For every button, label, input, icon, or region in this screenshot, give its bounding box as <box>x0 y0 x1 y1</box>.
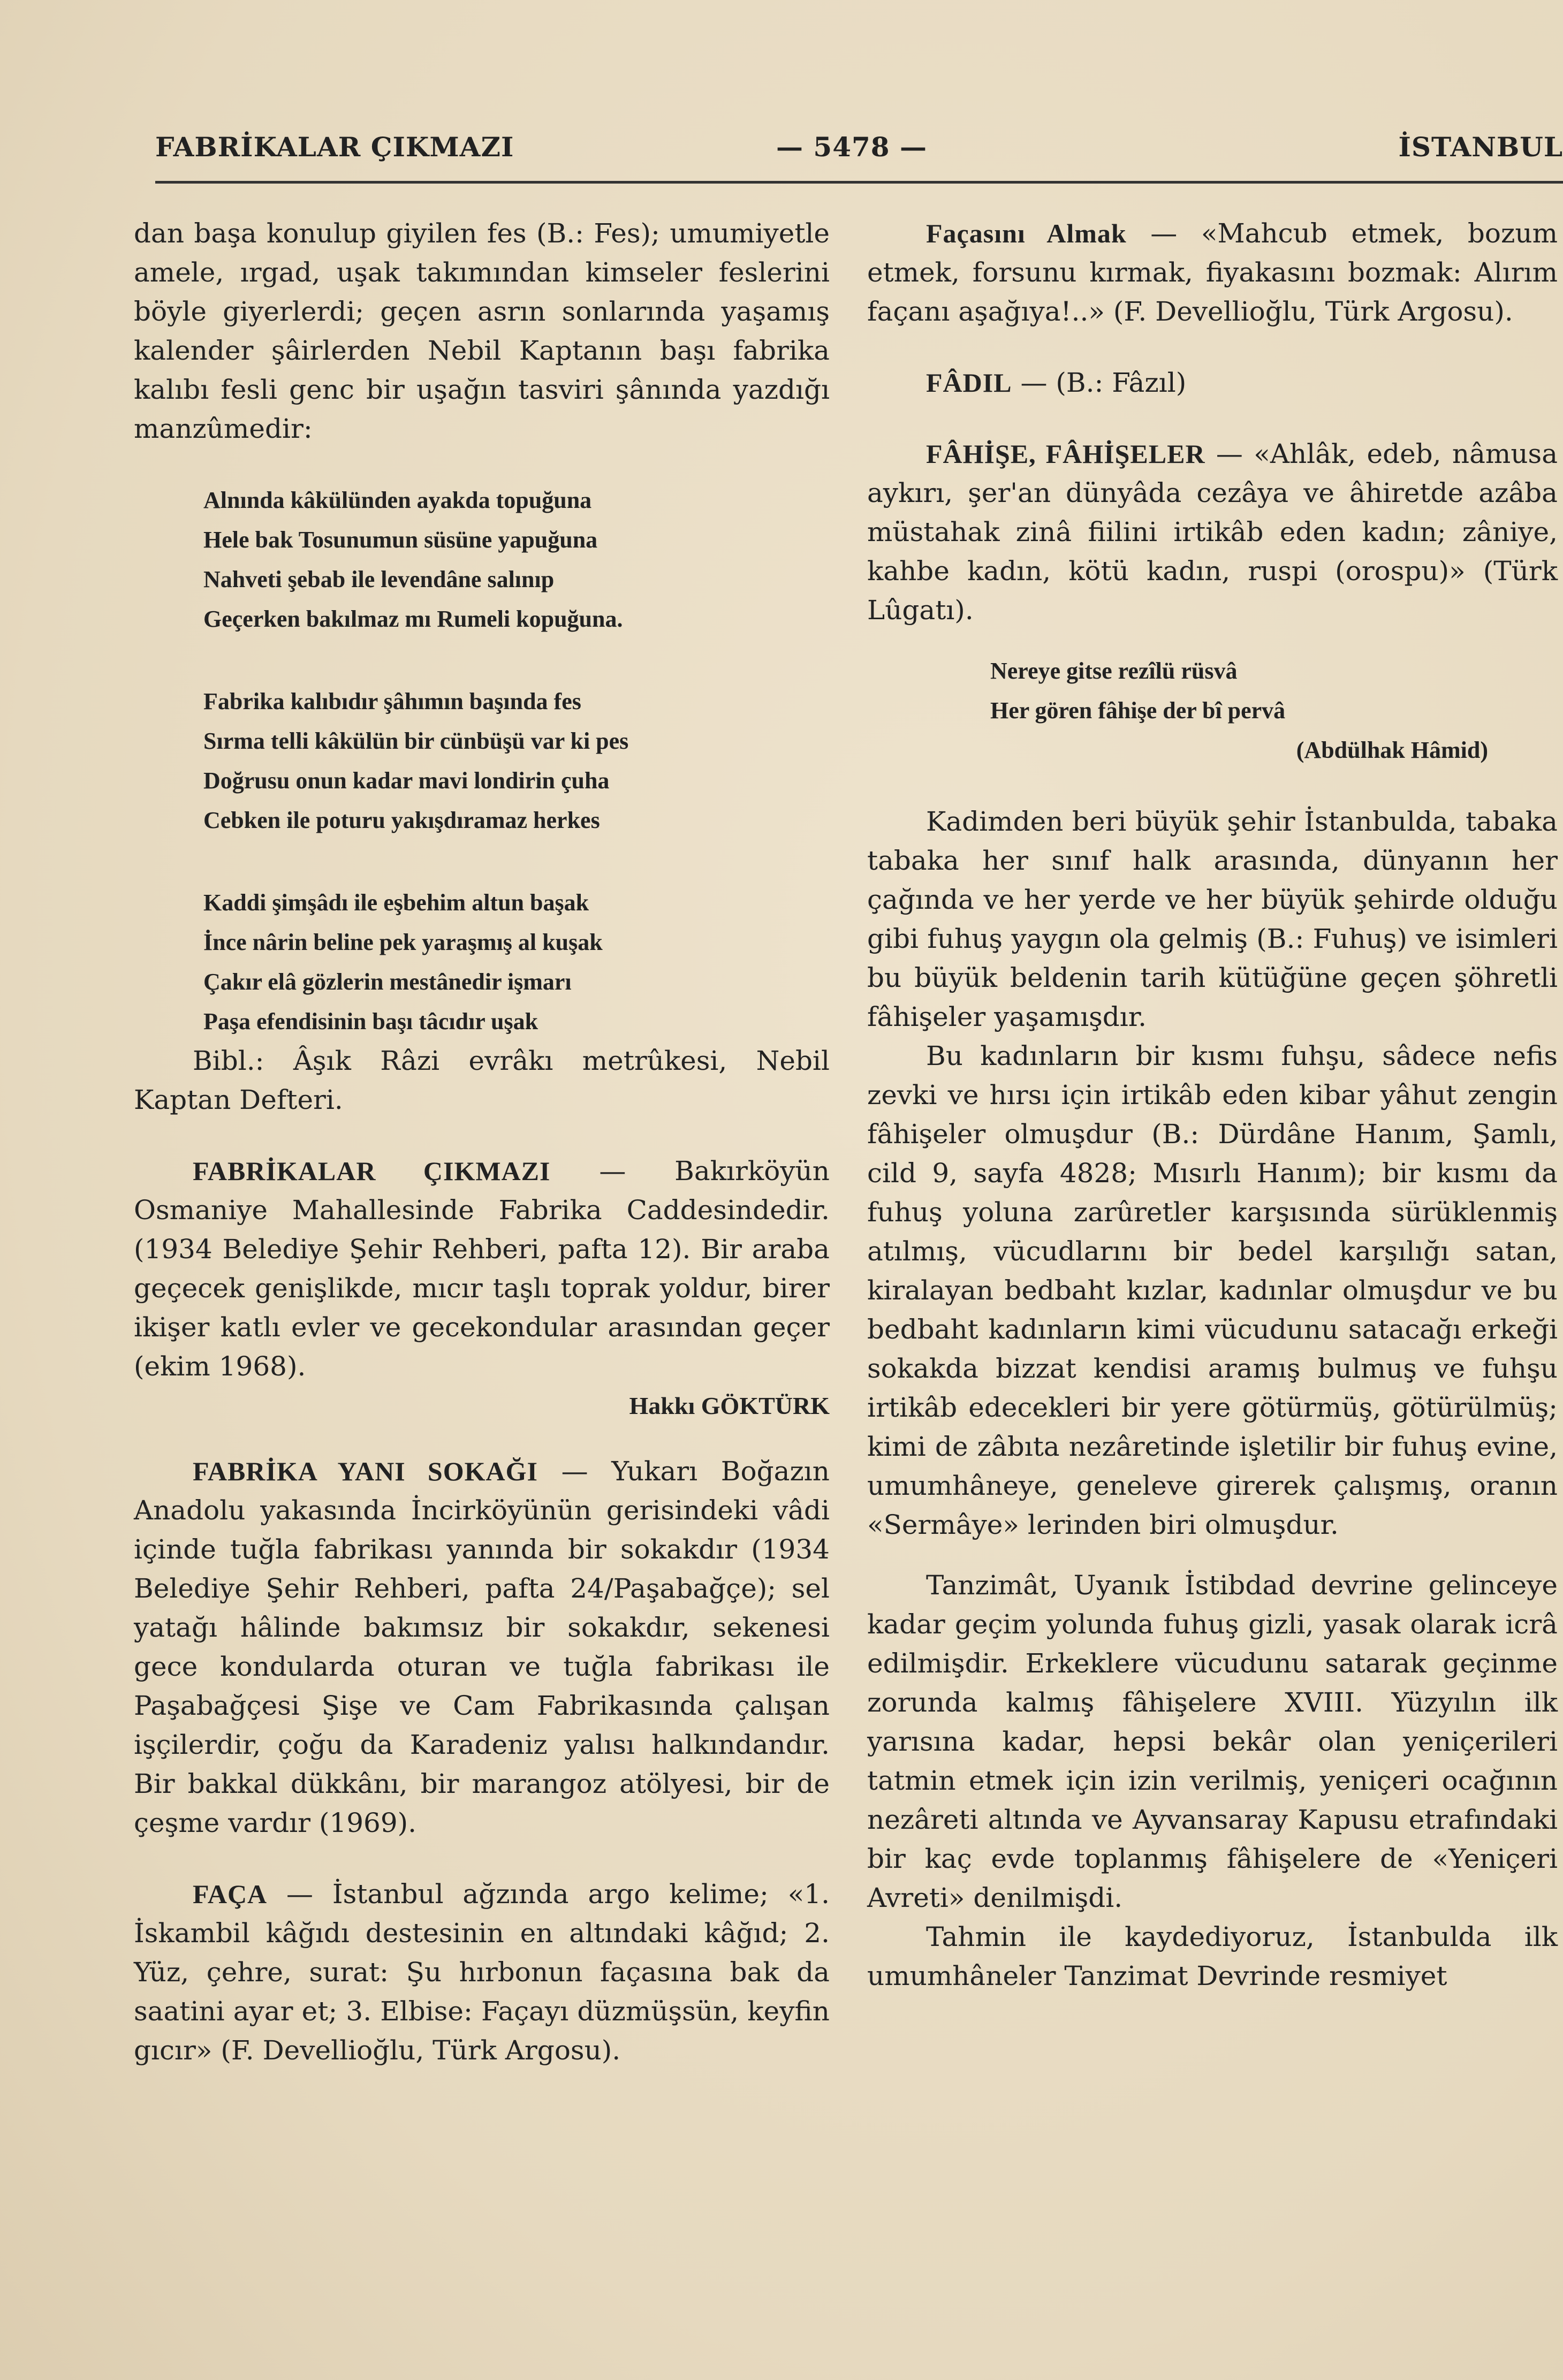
entry-headword: FAÇA <box>193 1879 268 1909</box>
poem-line: Cebken ile poturu yakışdıramaz herkes <box>203 807 600 833</box>
intro-paragraph: dan başa konulup giyilen fes (B.: Fes); umumiyetle amele, ırgad, uşak takımından kimseler feslerini böyle giyerlerdi; geçen asrın sonlarında yaşamış kalender şâirlerden Nebil Kaptanın başı fabrika kalıbı fesli genc bir uşağın tasviri şânında yazdığı manzûmedir: <box>134 218 830 444</box>
verse-line: Her gören fâhişe der bî pervâ <box>990 697 1286 724</box>
entry-facasini-almak <box>867 214 1558 331</box>
page-number: — 5478 — <box>776 131 927 163</box>
poem-line: Fabrika kalıbıdır şâhımın başında fes <box>203 688 581 714</box>
poem-line: Alnında kâkülünden ayakda topuğuna <box>203 487 592 513</box>
poem-line: Geçerken bakılmaz mı Rumeli kopuğuna. <box>203 606 623 632</box>
poem-line: Sırma telli kâkülün bir cünbüşü var ki pes <box>203 728 629 754</box>
header-right-title: İSTANBUL <box>1398 131 1563 163</box>
poem-stanza-2 <box>134 682 830 840</box>
entry-body: — Yukarı Boğazın Anadolu yakasında İncirköyünün gerisindeki vâdi içinde tuğla fabrikası yanında bir sokakdır (1934 Belediye Şehir Rehberi, pafta 24/Paşabağçe); sel yatağı hâlinde bakımsız bir sokakdır, sekenesi gece kondularda oturan ve tuğla fabrikası ile Paşabağçesi Şişe ve Cam Fabrikasında çalışan işçilerdir, çoğu da Karadeniz yalısı halkındandır. Bir bakkal dükkânı, bir marangoz atölyesi, bir de çeşme vardır (1969). <box>134 1456 830 1838</box>
entry-fabrikalar-cikmazi <box>134 1152 830 1386</box>
entry-body: — Bakırköyün Osmaniye Mahallesinde Fabrika Caddesindedir. (1934 Belediye Şehir Rehberi, pafta 12). Bir araba geçecek genişlikde, mıcır taşlı toprak yoldur, birer ikişer katlı evler ve gecekondular arasından geçer (ekim 1968). <box>134 1155 830 1382</box>
left-column <box>134 214 830 2070</box>
body-paragraph-3: Tanzimât, Uyanık İstibdad devrine gelinceye kadar geçim yolunda fuhuş gizli, yasak olarak icrâ edilmişdir. Erkeklere vücudunu satarak geçinme zorunda kalmış fâhişelere XVIII. Yüzyılın ilk yarısına kadar, hepsi bekâr olan yeniçerileri tatmin etmek için izin verilmiş, yeniçeri ocağının nezâreti altında ve Ayvansaray Kapusu etrafındaki bir kaç evde toplanmış fâhişelere de «Yeniçeri Avreti» denilmişdi. <box>867 1570 1558 1913</box>
body-paragraph-4: Tahmin ile kaydediyoruz, İstanbulda ilk umumhâneler Tanzimat Devrinde resmiyet <box>867 1921 1558 1991</box>
entry-headword: Façasını Almak <box>926 218 1127 248</box>
bibliography: Bibl.: Âşık Râzi evrâkı metrûkesi, Nebil Kaptan Defteri. <box>134 1045 830 1115</box>
poem-stanza-1 <box>134 481 830 639</box>
entry-headword: FÂDIL <box>926 368 1012 398</box>
entry-headword: FABRİKA YANI SOKAĞI <box>193 1456 538 1486</box>
entry-headword: FÂHİŞE, FÂHİŞELER <box>926 439 1205 469</box>
entry-body: — «Ahlâk, edeb, nâmusa aykırı, şer'an dünyâda cezâya ve âhiretde azâba müstahak zinâ fiilini irtikâb eden kadın; zâniye, kahbe kadın, kötü kadın, ruspi (orospu)» (Türk Lûgatı). <box>867 438 1558 626</box>
entry-body: — (B.: Fâzıl) <box>1020 367 1187 398</box>
right-column <box>867 214 1558 1996</box>
header-rule <box>155 181 1563 184</box>
entry-body: — «Mahcub etmek, bozum etmek, forsunu kırmak, fiyakasını bozmak: Alırım façanı aşağıya!..» (F. Devellioğlu, Türk Argosu). <box>867 218 1558 327</box>
poem-stanza-3 <box>134 883 830 1041</box>
entry-fahise <box>867 435 1558 630</box>
verse-line: Nereye gitse rezîlü rüsvâ <box>990 658 1238 684</box>
poem-line: Doğrusu onun kadar mavi londirin çuha <box>203 767 610 794</box>
author-signature: Hakkı GÖKTÜRK <box>629 1392 830 1419</box>
poem-line: Paşa efendisinin başı tâcıdır uşak <box>203 1008 538 1035</box>
entry-headword: FABRİKALAR ÇIKMAZI <box>193 1156 551 1186</box>
verse-source: (Abdülhak Hâmid) <box>1296 737 1488 763</box>
quoted-verse <box>867 651 1558 770</box>
header-left-title: FABRİKALAR ÇIKMAZI <box>155 131 514 163</box>
poem-line: Çakır elâ gözlerin mestânedir işmarı <box>203 969 572 995</box>
entry-body: — İstanbul ağzında argo kelime; «1. İskambil kâğıdı destesinin en altındaki kâğıd; 2. Yüz, çehre, surat: Şu hırbonun façasına bak da saatini ayar et; 3. Elbise: Façayı düzmüşsün, keyfin gıcır» (F. Devellioğlu, Türk Argosu). <box>134 1879 830 2066</box>
poem-line: İnce nârin beline pek yaraşmış al kuşak <box>203 929 603 955</box>
entry-fadil <box>867 363 1558 402</box>
entry-fabrika-yani-sokagi <box>134 1452 830 1843</box>
body-paragraph-1: Kadimden beri büyük şehir İstanbulda, tabaka tabaka her sınıf halk arasında, dünyanın her çağında ve her yerde ve her büyük şehirde olduğu gibi fuhuş yaygın ola gelmiş (B.: Fuhuş) ve isimleri bu büyük beldenin tarih kütüğüne geçen şöhretli fâhişeler yaşamışdır. <box>867 806 1558 1032</box>
poem-line: Nahveti şebab ile levendâne salınıp <box>203 566 555 592</box>
running-header <box>155 131 1563 174</box>
poem-line: Hele bak Tosunumun süsüne yapuğuna <box>203 527 598 553</box>
poem-line: Kaddi şimşâdı ile eşbehim altun başak <box>203 889 589 916</box>
body-paragraph-2: Bu kadınların bir kısmı fuhşu, sâdece nefis zevki ve hırsı için irtikâb eden kibar yâhut zengin fâhişeler olmuşdur (B.: Dürdâne Hanım, Şamlı, cild 9, sayfa 4828; Mısırlı Hanım); bir kısmı da fuhuş yoluna zarûretler karşısında sürüklenmiş atılmış, vücudlarını bir bedel karşılığı satan, kiralayan bedbaht kızlar, kadınlar olmuşdur ve bu bedbaht kadınların kimi vücudunu satacağı erkeği sokakda bizzat kendisi aramış bulmuş ve fuhşu irtikâb edecekleri bir yere götürmüş, götürülmüş; kimi de zâbıta nezâretinde işletilir bir fuhuş evine, umumhâneye, geneleve girerek çalışmış, oranın «Sermâye» lerinden biri olmuşdur. <box>867 1040 1558 1540</box>
entry-faca <box>134 1875 830 2070</box>
